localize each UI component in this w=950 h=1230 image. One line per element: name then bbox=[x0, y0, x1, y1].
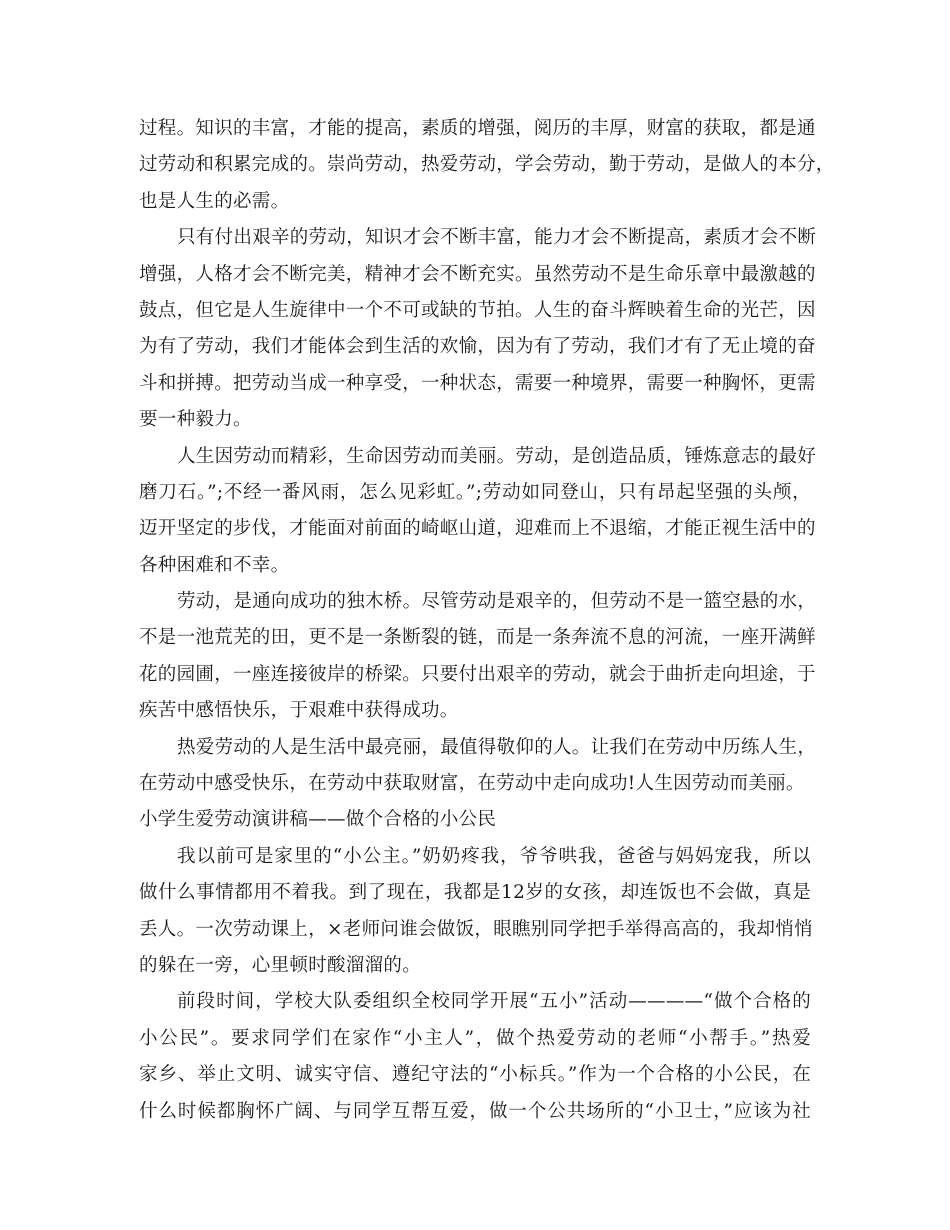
text-line: 只有付出艰辛的劳动，知识才会不断丰富，能力才会不断提高，素质才会不断 bbox=[177, 227, 817, 249]
text-line: 鼓点，但它是人生旋律中一个不可或缺的节拍。人生的奋斗辉映着生命的光芒，因 bbox=[139, 299, 816, 321]
text-line: 小公民”。要求同学们在家作“小主人”，做个热爱劳动的老师“小帮手。”热爱 bbox=[139, 1027, 811, 1049]
text-line: 迈开坚定的步伐，才能面对前面的崎岖山道，迎难而上不退缩，才能正视生活中的 bbox=[139, 518, 816, 540]
text-line: 为有了劳动，我们才能体会到生活的欢愉，因为有了劳动，我们才有了无止境的奋 bbox=[139, 336, 816, 358]
text-line: 的躲在一旁，心里顿时酸溜溜的。 bbox=[139, 954, 422, 976]
text-line: 过程。知识的丰富，才能的提高，素质的增强，阅历的丰厚，财富的获取，都是通 bbox=[139, 118, 816, 139]
section-heading: 小学生爱劳动演讲稿——做个合格的小公民 bbox=[139, 809, 497, 831]
text-line: 劳动，是通向成功的独木桥。尽管劳动是艰辛的，但劳动不是一篮空悬的水， bbox=[177, 591, 817, 613]
text-line: 疾苦中感悟快乐，于艰难中获得成功。 bbox=[139, 700, 459, 722]
text-line: 在劳动中感受快乐，在劳动中获取财富，在劳动中走向成功!人生因劳动而美丽。 bbox=[139, 773, 805, 795]
paragraph bbox=[139, 730, 817, 803]
text-line: 增强，人格才会不断完美，精神才会不断充实。虽然劳动不是生命乐章中最激越的 bbox=[139, 263, 816, 285]
text-line: 不是一池荒芜的田，更不是一条断裂的链，而是一条奔流不息的河流，一座开满鲜 bbox=[139, 627, 816, 649]
text-line: 做什么事情都用不着我。到了现在，我都是12岁的女孩，却连饭也不会做，真是 bbox=[139, 882, 811, 904]
paragraph bbox=[139, 984, 811, 1130]
text-line: 也是人生的必需。 bbox=[139, 190, 290, 212]
text-line: 花的园圃，一座连接彼岸的桥梁。只要付出艰辛的劳动，就会于曲折走向坦途，于 bbox=[139, 663, 816, 685]
text-line: 人生因劳动而精彩，生命因劳动而美丽。劳动，是创造品质，锤炼意志的最好 bbox=[177, 445, 817, 467]
text-line: 各种困难和不幸。 bbox=[139, 554, 290, 576]
text-line: 要一种毅力。 bbox=[139, 409, 252, 431]
paragraph bbox=[139, 584, 817, 730]
text-line: 我以前可是家里的“小公主。”奶奶疼我，爷爷哄我，爸爸与妈妈宠我，所以 bbox=[177, 845, 811, 867]
text-line: 过劳动和积累完成的。崇尚劳动，热爱劳动，学会劳动，勤于劳动，是做人的本分， bbox=[139, 154, 835, 176]
text-line: 热爱劳动的人是生活中最亮丽，最值得敬仰的人。让我们在劳动中历练人生， bbox=[177, 736, 817, 758]
paragraph bbox=[139, 839, 811, 985]
text-line: 前段时间，学校大队委组织全校同学开展“五小”活动————“做个合格的 bbox=[177, 991, 811, 1013]
text-line: 什么时候都胸怀广阔、与同学互帮互爱，做一个公共场所的“小卫士，”应该为社 bbox=[139, 1100, 811, 1122]
document-body bbox=[139, 111, 835, 1130]
paragraph bbox=[139, 111, 835, 220]
paragraph bbox=[139, 439, 817, 585]
text-line: 斗和拼搏。把劳动当成一种享受，一种状态，需要一种境界，需要一种胸怀，更需 bbox=[139, 372, 816, 394]
text-line: 磨刀石。”;不经一番风雨，怎么见彩虹。”;劳动如同登山，只有昂起坚强的头颅， bbox=[139, 481, 811, 503]
text-line: 丢人。一次劳动课上，×老师问谁会做饭，眼瞧别同学把手举得高高的，我却悄悄 bbox=[139, 918, 813, 940]
paragraph bbox=[139, 220, 817, 438]
text-line: 家乡、举止文明、诚实守信、遵纪守法的“小标兵。”作为一个合格的小公民，在 bbox=[139, 1064, 811, 1086]
